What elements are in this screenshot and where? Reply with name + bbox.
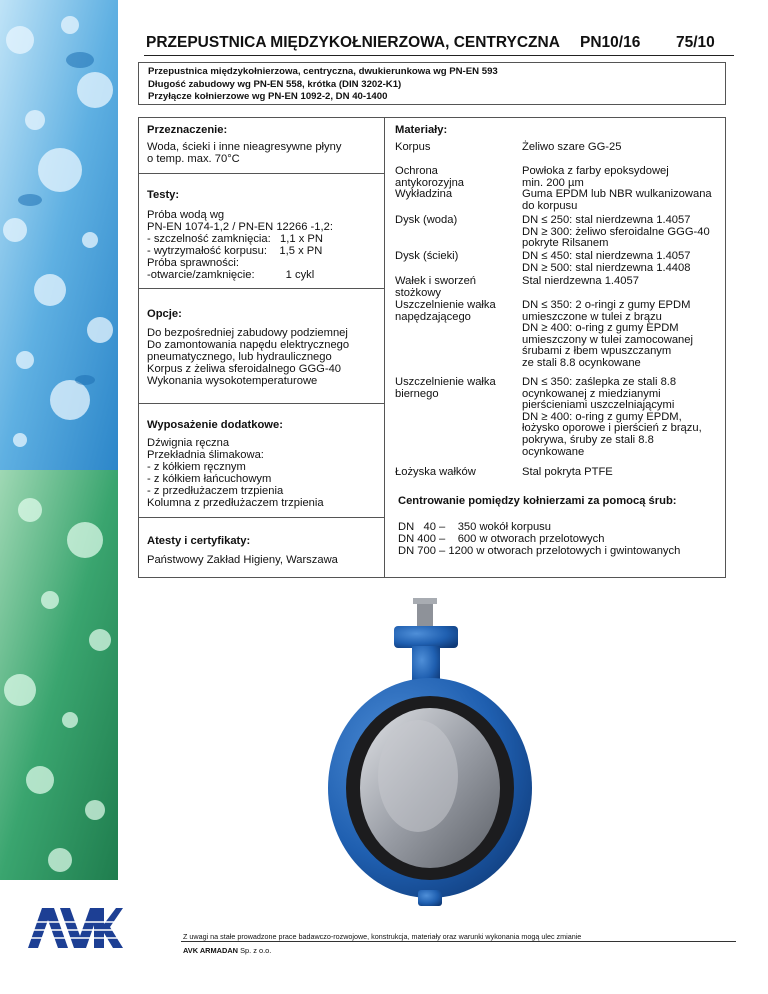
butterfly-valve-image: [320, 598, 540, 908]
company-suffix: Sp. z o.o.: [238, 946, 272, 955]
footer-disclaimer: Z uwagi na stałe prowadzone prace badawczo-rozwojowe, konstrukcja, materiały oraz warunki wykonania mogą ulec zmianie: [183, 932, 582, 941]
header-rule: [144, 55, 734, 56]
material-value: DN ≤ 350: zaślepka ze stali 8.8 ocynkowanej z miedzianymi pierścieniami uszczelniającymi DN ≥ 400: o-ring z gumy EPDM, łożysko oporowe i pierścień z brązu, pokrywa, śruby ze stali 8.8 ocynkowane: [522, 376, 702, 458]
decorative-water-strip: [0, 0, 118, 880]
centering-line: DN 40 – 350 wokół korpusu: [398, 521, 551, 533]
divider: [139, 403, 384, 404]
material-label: Łożyska wałków: [395, 466, 476, 478]
accessories-line: - z kółkiem łańcuchowym: [147, 473, 272, 485]
centering-line: DN 700 – 1200 w otworach przelotowych i gwintowanych: [398, 545, 681, 557]
centering-heading: Centrowanie pomiędzy kołnierzami za pomocą śrub:: [398, 495, 677, 507]
purpose-heading: Przeznaczenie:: [147, 124, 228, 136]
accessories-line: Dźwignia ręczna: [147, 437, 230, 449]
accessories-line: - z przedłużaczem trzpienia: [147, 485, 284, 497]
options-line: Wykonania wysokotemperaturowe: [147, 375, 318, 387]
pressure-rating: PN10/16: [580, 34, 641, 51]
options-heading: Opcje:: [147, 308, 182, 320]
page-number: 75/10: [676, 34, 715, 51]
tests-line: Próba sprawności:: [147, 257, 240, 269]
material-label: Wałek i sworzeń stożkowy: [395, 275, 477, 299]
divider: [139, 173, 384, 174]
material-value: Powłoka z farby epoksydowej min. 200 µm Guma EPDM lub NBR wulkanizowana do korpusu: [522, 165, 712, 212]
avk-logo: [28, 908, 123, 953]
options-line: Do bezpośredniej zabudowy podziemnej: [147, 327, 348, 339]
footer-rule: [181, 941, 736, 942]
tests-line: -otwarcie/zamknięcie: 1 cykl: [147, 269, 315, 281]
material-label: Ochrona antykorozyjna Wykładzina: [395, 165, 465, 201]
left-info-box: [138, 117, 385, 578]
material-label: Uszczelnienie wałka napędzającego: [395, 299, 496, 323]
material-label: Dysk (ścieki): [395, 250, 459, 262]
tests-line: - wytrzymałość korpusu: 1,5 x PN: [147, 245, 323, 257]
tests-line: - szczelność zamknięcia: 1,1 x PN: [147, 233, 323, 245]
tests-line: PN-EN 1074-1,2 / PN-EN 12266 -1,2:: [147, 221, 333, 233]
description-line: Długość zabudowy wg PN-EN 558, krótka (DIN 3202-K1): [148, 78, 402, 90]
description-line: Przepustnica międzykołnierzowa, centryczna, dwukierunkowa wg PN-EN 593: [148, 66, 498, 77]
purpose-line: Woda, ścieki i inne nieagresywne płyny: [147, 141, 342, 153]
materials-box: [385, 117, 726, 578]
divider: [139, 517, 384, 518]
material-value: DN ≤ 350: 2 o-ringi z gumy EPDM umieszczone w tulei z brązu DN ≥ 400: o-ring z gumy EPDM umieszczony w tulei zamocowanej śrubami z łbem wpuszczanym ze stali 8.8 ocynkowane: [522, 299, 693, 369]
options-line: pneumatycznego, lub hydraulicznego: [147, 351, 332, 363]
description-box: [138, 62, 726, 105]
description-line: Przyłącze kołnierzowe wg PN-EN 1092-2, DN 40-1400: [148, 91, 388, 102]
purpose-line: o temp. max. 70°C: [147, 153, 240, 165]
divider: [139, 288, 384, 289]
material-value: Stal pokryta PTFE: [522, 466, 613, 478]
accessories-line: - z kółkiem ręcznym: [147, 461, 246, 473]
certs-line: Państwowy Zakład Higieny, Warszawa: [147, 554, 338, 566]
material-label: Uszczelnienie wałka biernego: [395, 376, 496, 400]
centering-line: DN 400 – 600 w otworach przelotowych: [398, 533, 605, 545]
company-name: AVK ARMADAN: [183, 946, 239, 955]
material-value: Stal nierdzewna 1.4057: [522, 275, 639, 287]
footer-company: [183, 946, 271, 955]
accessories-line: Kolumna z przedłużaczem trzpienia: [147, 497, 324, 509]
document-title: PRZEPUSTNICA MIĘDZYKOŁNIERZOWA, CENTRYCZNA: [146, 34, 560, 51]
material-value: Żeliwo szare GG-25: [522, 141, 622, 153]
material-label: Dysk (woda): [395, 214, 458, 226]
material-value: DN ≤ 250: stal nierdzewna 1.4057 DN ≥ 300: żeliwo sferoidalne GGG-40 pokryte Rilsanem: [522, 214, 710, 250]
tests-line: Próba wodą wg: [147, 209, 225, 221]
tests-heading: Testy:: [147, 189, 180, 201]
material-value: DN ≤ 450: stal nierdzewna 1.4057 DN ≥ 500: stal nierdzewna 1.4408: [522, 250, 691, 274]
options-line: Korpus z żeliwa sferoidalnego GGG-40: [147, 363, 342, 375]
materials-heading: Materiały:: [395, 124, 448, 136]
options-line: Do zamontowania napędu elektrycznego: [147, 339, 350, 351]
accessories-line: Przekładnia ślimakowa:: [147, 449, 264, 461]
accessories-heading: Wyposażenie dodatkowe:: [147, 419, 283, 431]
material-label: Korpus: [395, 141, 431, 153]
certs-heading: Atesty i certyfikaty:: [147, 535, 251, 547]
